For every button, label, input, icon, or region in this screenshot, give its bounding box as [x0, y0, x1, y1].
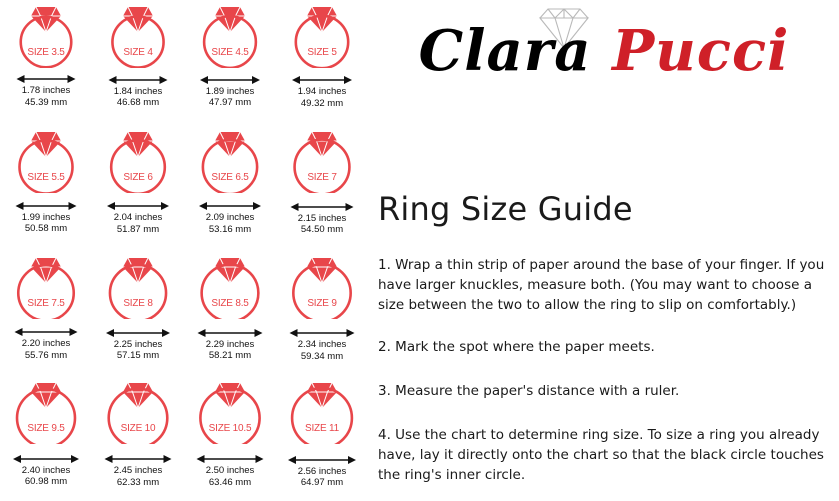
ring-measurement-mm: 57.15 mm [116, 350, 160, 362]
ring-measurement [0, 85, 92, 108]
double-arrow-icon [16, 199, 77, 211]
ring-measurement-inches: 2.29 inches [205, 338, 255, 350]
diamond-ring-icon [194, 127, 266, 193]
ring-size-cell [276, 125, 368, 250]
diamond-ring-icon [286, 253, 358, 319]
ring-measurement [276, 339, 368, 362]
ring-measurement-mm: 46.68 mm [116, 97, 160, 109]
ring-size-label: SIZE 9 [307, 297, 337, 309]
ring-size-label: SIZE 7.5 [27, 297, 65, 309]
ring-measurement-mm: 59.34 mm [300, 350, 344, 362]
ring-measurement-inches: 2.09 inches [205, 212, 255, 224]
diamond-ring-icon [102, 378, 174, 444]
ring-size-label: SIZE 4.5 [211, 47, 249, 58]
ring-measurement-inches: 1.94 inches [297, 86, 347, 98]
ring-size-label: SIZE 10 [120, 422, 156, 434]
ring-size-label: SIZE 11 [305, 422, 339, 434]
ring-size-cell [92, 376, 184, 501]
ring-size-label: SIZE 7 [307, 172, 337, 184]
ring-size-label: SIZE 5 [307, 47, 337, 58]
ring-measurement-mm: 58.21 mm [208, 350, 252, 362]
double-arrow-icon [291, 200, 354, 212]
ring-size-cell [0, 0, 92, 125]
double-arrow-icon [197, 452, 264, 464]
diamond-ring-icon [102, 2, 174, 68]
ring-size-cell [92, 125, 184, 250]
ring-measurement-inches: 1.89 inches [205, 85, 255, 97]
double-arrow-icon [107, 199, 169, 211]
ring-measurement [184, 465, 276, 488]
ring-size-cell [0, 125, 92, 250]
guide-step-4: 4. Use the chart to determine ring size. To size a ring you already have, lay it directly onto the chart so that the black circle touches the ring's inner circle. [378, 427, 824, 483]
brand-logo [374, 4, 834, 104]
diamond-ring-icon [102, 253, 174, 319]
diamond-ring-icon [194, 253, 266, 319]
ring-measurement-mm: 64.97 mm [300, 477, 344, 489]
double-arrow-icon [105, 452, 172, 464]
brand-name-first: Clara [418, 18, 592, 84]
ring-measurement [184, 212, 276, 235]
ring-size-cell [0, 251, 92, 376]
brand-wordmark [374, 18, 834, 84]
ring-size-label: SIZE 6.5 [211, 172, 249, 184]
ring-measurement-mm: 63.46 mm [208, 476, 252, 488]
ring-measurement-mm: 55.76 mm [24, 349, 68, 361]
ring-measurement-mm: 47.97 mm [208, 97, 252, 109]
diamond-ring-icon [10, 378, 82, 444]
ring-measurement-inches: 2.04 inches [113, 212, 163, 224]
ring-measurement [276, 86, 368, 109]
guide-step-1: 1. Wrap a thin strip of paper around the base of your finger. If you have larger knuckles, measure both. (You may want to choose a size between the two to allow the ring to slip on comfortably.) [378, 257, 825, 313]
ring-measurement [184, 86, 276, 109]
ring-measurement-inches: 1.84 inches [113, 85, 163, 97]
double-arrow-icon [15, 325, 78, 337]
ring-measurement [92, 339, 184, 362]
ring-measurement-mm: 53.16 mm [208, 223, 252, 235]
diamond-ring-icon [10, 2, 82, 68]
diamond-ring-icon [286, 2, 358, 68]
ring-size-grid [0, 0, 368, 501]
ring-measurement-inches: 2.25 inches [113, 338, 163, 350]
ring-measurement-inches: 2.50 inches [205, 465, 255, 477]
info-panel [368, 0, 839, 501]
double-arrow-icon [200, 73, 260, 85]
diamond-ring-icon [10, 127, 82, 193]
ring-measurement [92, 86, 184, 109]
ring-measurement-inches: 1.99 inches [21, 211, 71, 223]
ring-size-label: SIZE 4 [123, 47, 153, 58]
ring-measurement-mm: 50.58 mm [24, 223, 68, 235]
ring-size-label: SIZE 8.5 [211, 297, 249, 309]
double-arrow-icon [290, 326, 355, 338]
brand-name-second: Pucci [612, 18, 790, 84]
diamond-ring-icon [286, 127, 358, 193]
diamond-ring-icon [194, 378, 266, 444]
double-arrow-icon [199, 199, 261, 211]
ring-measurement-mm: 62.33 mm [116, 476, 160, 488]
ring-measurement-mm: 45.39 mm [24, 96, 68, 108]
ring-size-label: SIZE 9.5 [27, 422, 65, 434]
ring-size-cell [184, 376, 276, 501]
double-arrow-icon [109, 73, 168, 85]
ring-size-cell [184, 0, 276, 125]
ring-measurement-inches: 2.34 inches [297, 339, 347, 351]
guide-step-3: 3. Measure the paper's distance with a ruler. [378, 383, 680, 399]
ring-size-label: SIZE 10.5 [208, 422, 252, 434]
ring-measurement-mm: 51.87 mm [116, 223, 160, 235]
diamond-ring-icon [102, 127, 174, 193]
double-arrow-icon [106, 326, 170, 338]
ring-size-cell [276, 376, 368, 501]
diamond-ring-icon [10, 253, 82, 319]
ring-size-label: SIZE 6 [123, 172, 153, 184]
ring-measurement-inches: 2.40 inches [21, 464, 71, 476]
ring-measurement [276, 213, 368, 236]
ring-size-cell [276, 0, 368, 125]
ring-size-cell [0, 376, 92, 501]
ring-measurement [0, 212, 92, 235]
double-arrow-icon [292, 73, 352, 85]
ring-measurement-mm: 49.32 mm [300, 97, 344, 109]
double-arrow-icon [13, 452, 79, 464]
diamond-ring-icon [286, 378, 358, 444]
ring-size-cell [184, 125, 276, 250]
ring-measurement-mm: 54.50 mm [300, 224, 344, 236]
double-arrow-icon [17, 72, 76, 84]
ring-size-label: SIZE 8 [123, 297, 153, 309]
page-title: Ring Size Guide [378, 190, 633, 228]
ring-measurement [0, 338, 92, 361]
ring-size-label: SIZE 3.5 [27, 47, 65, 58]
ring-measurement [184, 339, 276, 362]
ring-measurement-inches: 2.20 inches [21, 338, 71, 350]
guide-step-2: 2. Mark the spot where the paper meets. [378, 339, 655, 355]
ring-size-cell [92, 251, 184, 376]
ring-measurement-inches: 1.78 inches [21, 85, 71, 97]
ring-size-cell [276, 251, 368, 376]
ring-measurement-inches: 2.15 inches [297, 212, 347, 224]
ring-size-cell [184, 251, 276, 376]
ring-measurement [92, 465, 184, 488]
ring-measurement [276, 466, 368, 489]
double-arrow-icon [288, 453, 356, 465]
diamond-ring-icon [194, 2, 266, 68]
ring-size-cell [92, 0, 184, 125]
double-arrow-icon [198, 326, 263, 338]
ring-measurement [0, 465, 92, 488]
ring-measurement-inches: 2.56 inches [297, 465, 347, 477]
ring-measurement-mm: 60.98 mm [24, 476, 68, 488]
ring-measurement-inches: 2.45 inches [113, 465, 163, 477]
ring-measurement [92, 212, 184, 235]
ring-size-label: SIZE 5.5 [27, 172, 65, 184]
